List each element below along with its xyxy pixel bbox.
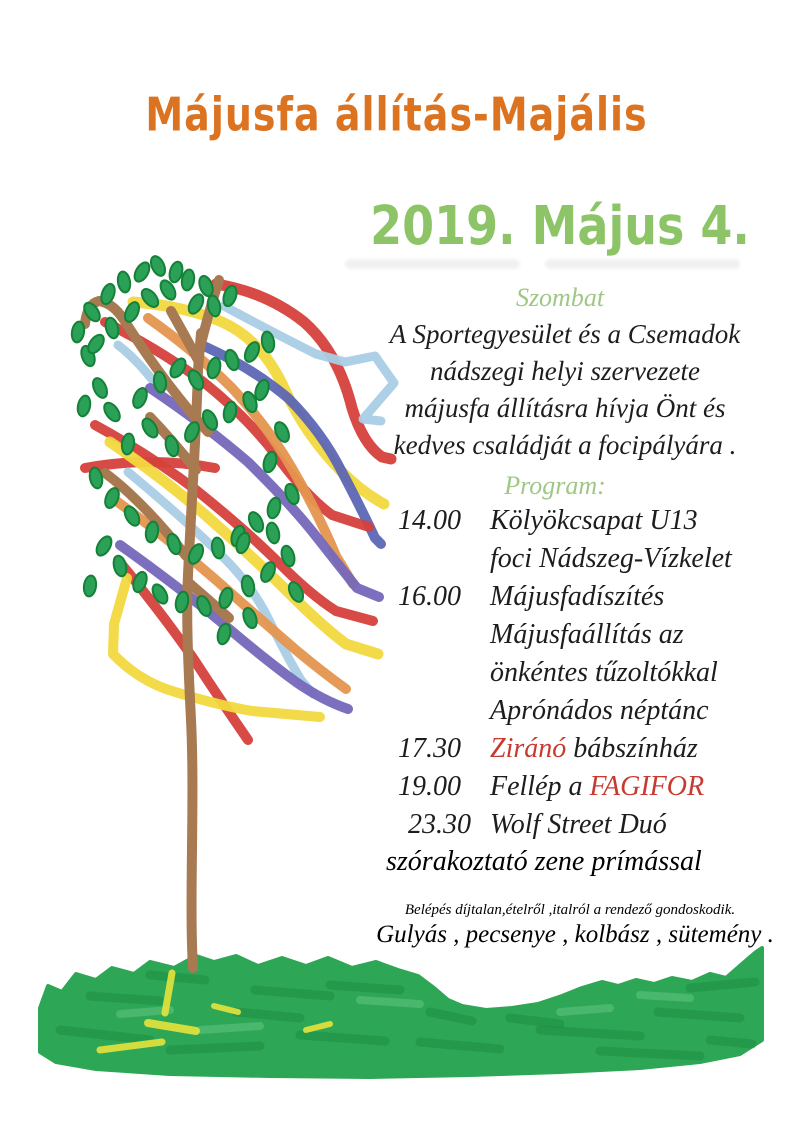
scan-smudge (545, 259, 740, 269)
admission-note: Belépés díjtalan,ételről ,italról a rendező gondoskodik. (404, 902, 736, 918)
program-time: 16.00 (398, 581, 461, 612)
invitation-line: A Sportegyesület és a Csemadok (389, 319, 741, 349)
program-list (398, 502, 788, 844)
program-highlight: Ziránó (490, 733, 567, 764)
grass-drawing (40, 948, 762, 1077)
poster-title: Májusfa állítás-Majális (145, 88, 648, 142)
program-text: önkéntes tűzoltókkal (490, 657, 718, 688)
program-description (490, 730, 698, 768)
program-description (490, 654, 718, 692)
program-time (398, 540, 490, 578)
program-description (490, 578, 664, 616)
scan-smudge (345, 259, 520, 269)
program-row (398, 502, 788, 540)
program-text: Aprónádos néptánc (490, 695, 709, 726)
program-highlight: FAGIFOR (589, 771, 705, 802)
program-text: Májusfadíszítés (490, 581, 665, 612)
program-time: 23.30 (408, 809, 471, 840)
program-time (398, 616, 490, 654)
food-note: Gulyás , pecsenye , kolbász , sütemény . (376, 921, 774, 948)
program-heading: Program: (504, 471, 606, 500)
program-text: bábszínház (566, 733, 698, 764)
program-description (490, 616, 684, 654)
program-row (398, 730, 788, 768)
program-time: 17.30 (398, 733, 461, 764)
invitation-line: kedves családját a focipályára . (393, 430, 737, 460)
program-row (398, 768, 788, 806)
program-time: 14.00 (398, 505, 461, 536)
invitation-line: májusfa állításra hívja Önt és (404, 393, 726, 423)
program-footer: szórakoztató zene prímással (386, 846, 702, 877)
program-row (398, 692, 788, 730)
program-text: foci Nádszeg-Vízkelet (490, 543, 732, 574)
program-row (398, 806, 788, 844)
program-description (490, 806, 667, 844)
program-text: Fellép a (490, 771, 590, 802)
program-text: Kölyökcsapat U13 (490, 505, 698, 536)
program-description (490, 692, 709, 730)
program-row (398, 578, 788, 616)
program-row (398, 540, 788, 578)
invitation-line: nádszegi helyi szervezete (430, 356, 700, 386)
program-time: 19.00 (398, 771, 461, 802)
program-text: Májusfaállítás az (490, 619, 684, 650)
program-description (490, 768, 704, 806)
program-description (490, 502, 698, 540)
event-day: Szombat (515, 283, 605, 312)
program-description (490, 540, 732, 578)
program-row (398, 616, 788, 654)
program-time (398, 692, 490, 730)
program-text: Wolf Street Duó (490, 809, 667, 840)
program-row (398, 654, 788, 692)
event-date: 2019. Május 4. (370, 194, 750, 257)
program-time (398, 654, 490, 692)
invitation-text (350, 316, 780, 464)
